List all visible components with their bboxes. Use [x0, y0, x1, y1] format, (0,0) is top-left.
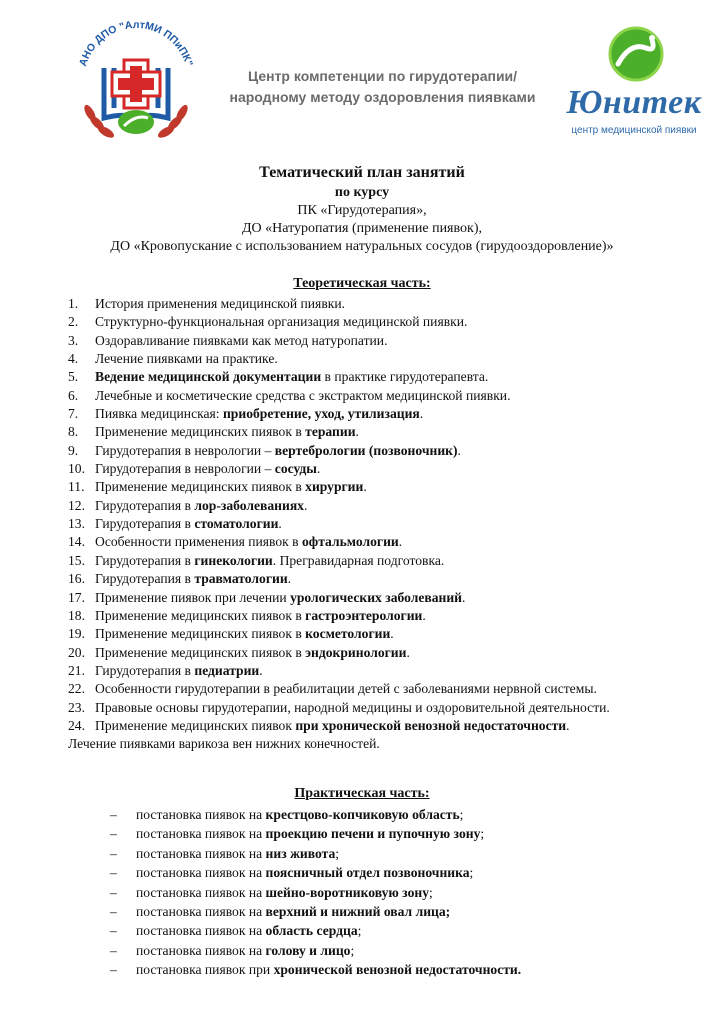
item-text-tail: ;: [469, 865, 474, 881]
theory-list-item: [68, 607, 688, 625]
item-number: 20.: [68, 644, 85, 660]
item-text-bold: проекцию печени и пупочную зону: [265, 826, 481, 842]
item-text-tail: .: [303, 497, 308, 513]
item-text: Применение медицинских пиявок в: [95, 479, 306, 495]
dash-bullet: –: [110, 865, 117, 881]
item-text: постановка пиявок на: [136, 923, 266, 939]
item-text-bold: поясничный отдел позвоночника: [265, 865, 470, 881]
item-text-tail: .: [406, 644, 410, 660]
item-text-bold: сосуды: [274, 461, 317, 477]
dash-bullet: –: [110, 962, 117, 978]
theory-list-item: [68, 699, 688, 717]
document-header: [0, 0, 724, 150]
practice-list-item: [68, 805, 688, 824]
dash-bullet: –: [110, 826, 117, 842]
item-text: постановка пиявок на: [136, 845, 266, 861]
item-text-bold: гастроэнтерологии: [305, 607, 423, 623]
item-text-bold: при хронической венозной недостаточности: [295, 717, 567, 733]
item-number: 22.: [68, 681, 85, 697]
item-text: Оздоравливание пиявками как метод натуропатии.: [95, 332, 388, 348]
item-number: 19.: [68, 626, 85, 642]
item-text-bold: эндокринологии: [305, 644, 407, 660]
item-text-tail: .: [316, 461, 321, 477]
item-text: постановка пиявок на: [136, 884, 266, 900]
dash-bullet: –: [110, 845, 117, 861]
item-text-tail: в практике гирудотерапевта.: [321, 369, 489, 385]
theory-list-item: [68, 533, 688, 551]
item-number: 7.: [68, 406, 79, 422]
item-number: 2.: [68, 314, 79, 330]
item-text-bold: урологических заболеваний: [290, 589, 463, 605]
brand-name: Юнитек: [566, 84, 702, 121]
theory-heading: Теоретическая часть:: [293, 276, 431, 291]
theory-list-item: [68, 497, 688, 515]
item-number: 23.: [68, 699, 85, 715]
theory-list-item: [68, 589, 688, 607]
item-text-tail: .: [390, 626, 394, 642]
item-text-bold: верхний и нижний овал лица;: [265, 904, 451, 920]
theory-list-item: [68, 442, 688, 460]
page-title: Тематический план занятий: [259, 164, 465, 181]
course-line-3: ДО «Кровопускание с использованием натуральных сосудов (гирудооздоровление)»: [110, 239, 614, 254]
dash-bullet: –: [110, 807, 117, 822]
item-number: 15.: [68, 552, 85, 568]
brand-subtitle: центр медицинской пиявки: [571, 125, 697, 136]
item-number: 1.: [68, 296, 79, 311]
item-text: постановка пиявок на: [136, 826, 266, 842]
theory-list-item: [68, 368, 688, 386]
item-text-bold: Ведение медицинской документации: [95, 369, 322, 385]
item-number: 9.: [68, 442, 79, 458]
item-text-tail: .: [363, 479, 367, 495]
item-number: 6.: [68, 387, 79, 403]
dash-bullet: –: [110, 884, 117, 900]
theory-list-item: [68, 717, 688, 735]
item-number: 18.: [68, 607, 85, 623]
theory-list-item: [68, 662, 688, 680]
theory-list-item: [68, 680, 688, 698]
item-text: Лечение пиявками на практике.: [95, 351, 278, 367]
practice-list-item: [68, 883, 688, 902]
item-text: Гирудотерапия в: [95, 552, 195, 568]
item-text: Применение медицинских пиявок в: [95, 424, 306, 440]
item-text-tail: .: [259, 662, 263, 678]
item-text: Применение медицинских пиявок: [95, 717, 296, 733]
theory-list-item: [68, 515, 688, 533]
item-text: постановка пиявок на: [136, 942, 266, 958]
leech-circle-icon: [564, 24, 704, 84]
theory-list-item: [68, 387, 688, 405]
item-number: 21.: [68, 662, 85, 678]
center-title: [205, 66, 560, 108]
item-text-bold: низ живота: [265, 845, 336, 861]
item-text-tail: .: [287, 571, 292, 587]
item-text-bold: шейно-воротниковую зону: [265, 884, 429, 900]
theory-list-item: [68, 332, 688, 350]
practice-list-item: [68, 902, 688, 921]
theory-list: [68, 295, 688, 754]
item-text-tail: .: [422, 607, 426, 623]
item-text-tail: .: [419, 406, 424, 422]
altmi-logo: [66, 18, 206, 148]
leech-drop-icon: [118, 110, 154, 134]
course-line-1: ПК «Гирудотерапия»,: [297, 203, 427, 218]
item-text-bold: хронической венозной недостаточности.: [273, 962, 522, 978]
item-text: Гирудотерапия в: [95, 497, 195, 513]
item-number: 11.: [68, 479, 85, 495]
item-text-bold: педиатрии: [194, 662, 260, 678]
item-text: Особенности применения пиявок в: [95, 534, 302, 550]
practice-heading: Практическая часть:: [294, 786, 430, 801]
item-text: постановка пиявок на: [136, 904, 266, 920]
item-number: 4.: [68, 351, 79, 367]
item-text-bold: хирургии: [305, 479, 364, 495]
item-text-tail: .: [457, 442, 461, 458]
item-text: Гирудотерапия в неврологии –: [95, 442, 275, 458]
item-text-bold: вертебрологии (позвоночник): [274, 442, 458, 458]
theory-list-item: [68, 405, 688, 423]
item-text-tail: .: [462, 589, 466, 605]
item-text-tail: ;: [480, 826, 485, 842]
title-block: [0, 162, 724, 256]
course-line-2: ДО «Натуропатия (применение пиявок),: [242, 221, 482, 236]
dash-bullet: –: [110, 904, 117, 920]
item-text: Гирудотерапия в неврологии –: [95, 461, 275, 477]
item-text: Применение медицинских пиявок в: [95, 607, 306, 623]
theory-list-item: [68, 570, 688, 588]
item-text-bold: крестцово-копчиковую область: [265, 807, 460, 822]
unitek-logo: [564, 24, 704, 144]
item-text-tail: ;: [459, 807, 464, 822]
center-title-line2: народному методу оздоровления пиявками: [229, 89, 536, 105]
theory-list-item: [68, 460, 688, 478]
theory-list-item: [68, 423, 688, 441]
dash-bullet: –: [110, 923, 117, 939]
theory-list-item: [68, 295, 688, 313]
item-text-bold: стоматологии: [194, 516, 279, 532]
item-number: 3.: [68, 332, 79, 348]
item-text-tail: ;: [357, 923, 362, 939]
item-text: Гирудотерапия в: [95, 662, 195, 678]
item-text-tail: .: [355, 424, 359, 440]
item-text-bold: терапии: [305, 424, 356, 440]
center-title-line1: Центр компетенции по гирудотерапии/: [247, 68, 518, 84]
item-number: 24.: [68, 717, 85, 733]
item-text-bold: лор-заболеваниях: [194, 497, 304, 513]
item-text-tail: .: [278, 516, 282, 532]
item-number: 8.: [68, 424, 79, 440]
practice-list-item: [68, 844, 688, 863]
item-text-tail: .: [566, 717, 570, 733]
item-text-bold: голову и лицо: [265, 942, 351, 958]
item-text: Лечебные и косметические средства с экстрактом медицинской пиявки.: [95, 387, 511, 403]
item-text: История применения медицинской пиявки.: [95, 296, 346, 311]
item-text: постановка пиявок на: [136, 865, 266, 881]
item-text-bold: гинекологии: [194, 552, 273, 568]
red-cross-icon: [112, 60, 160, 108]
item-text: Структурно-функциональная организация медицинской пиявки.: [95, 314, 468, 330]
item-text-bold: приобретение, уход, утилизация: [222, 406, 420, 422]
theory-list-item: [68, 350, 688, 368]
theory-trailing-text: Лечение пиявками варикоза вен нижних конечностей.: [68, 736, 380, 752]
item-text-tail: ;: [429, 884, 433, 900]
theory-list-item: [68, 552, 688, 570]
item-text-bold: офтальмологии: [302, 534, 399, 550]
item-text: Применение медицинских пиявок в: [95, 626, 306, 642]
practice-list-item: [68, 863, 688, 882]
item-text: Гирудотерапия в: [95, 516, 195, 532]
item-text: Особенности гирудотерапии в реабилитации детей с заболеваниями нервной системы.: [95, 681, 597, 697]
theory-list-item: [68, 625, 688, 643]
practice-list-item: [68, 941, 688, 960]
practice-list: [68, 805, 688, 980]
item-text-bold: травматологии: [194, 571, 288, 587]
item-number: 14.: [68, 534, 85, 550]
logo-arc-text: АНО ДПО "АлтМИ ППиПК": [77, 18, 195, 68]
item-text: Применение медицинских пиявок в: [95, 644, 306, 660]
practice-list-item: [68, 921, 688, 940]
item-text-tail: . Прегравидарная подготовка.: [272, 552, 445, 568]
practice-list-item: [68, 824, 688, 843]
item-text-bold: область сердца: [265, 923, 358, 939]
item-text: Гирудотерапия в: [95, 571, 195, 587]
item-text: Правовые основы гирудотерапии, народной медицины и оздоровительной деятельности.: [95, 699, 610, 715]
item-text: постановка пиявок на: [136, 807, 266, 822]
theory-list-item: [68, 644, 688, 662]
item-text: постановка пиявок при: [136, 962, 274, 978]
item-text-tail: ;: [335, 845, 340, 861]
title-sub: по курсу: [334, 185, 390, 200]
item-text-tail: ;: [350, 942, 355, 958]
item-number: 13.: [68, 516, 85, 532]
item-number: 5.: [68, 369, 79, 385]
item-number: 17.: [68, 589, 85, 605]
item-text-bold: косметологии: [305, 626, 391, 642]
item-number: 10.: [68, 461, 85, 477]
theory-list-item: [68, 478, 688, 496]
item-number: 16.: [68, 571, 85, 587]
item-number: 12.: [68, 497, 85, 513]
item-text-tail: .: [398, 534, 403, 550]
item-text: Пиявка медицинская:: [95, 406, 223, 422]
item-text: Применение пиявок при лечении: [95, 589, 291, 605]
practice-list-item: [68, 960, 688, 979]
dash-bullet: –: [110, 942, 117, 958]
theory-list-item: [68, 313, 688, 331]
